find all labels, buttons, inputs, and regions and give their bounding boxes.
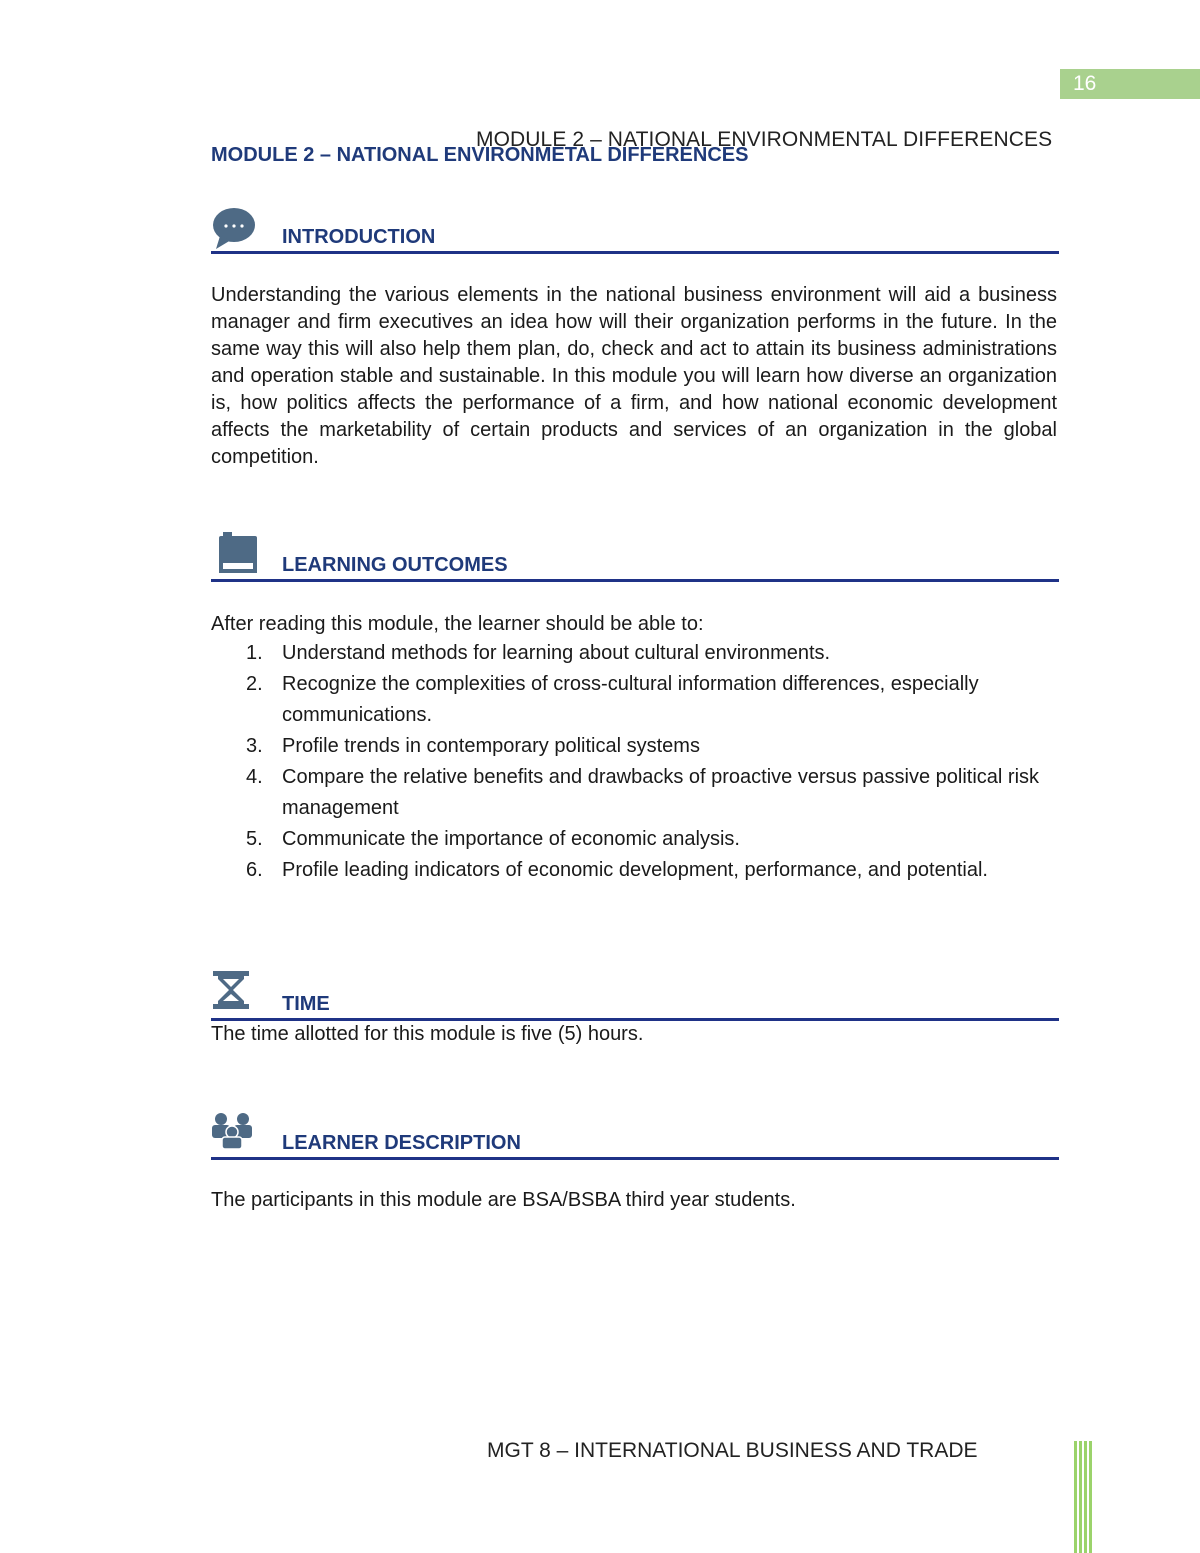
- speech-bubble-icon: [211, 206, 257, 255]
- outcome-item: [211, 855, 1059, 886]
- learning-outcomes-title: LEARNING OUTCOMES: [282, 554, 508, 576]
- outcome-item: [211, 731, 1059, 762]
- learner-description-title: LEARNER DESCRIPTION: [282, 1132, 521, 1154]
- outcome-number: 1.: [246, 642, 263, 664]
- learner-description-text: The participants in this module are BSA/BSBA third year students.: [211, 1189, 796, 1211]
- outcome-text: Profile trends in contemporary political systems: [282, 735, 700, 757]
- outcome-text: Recognize the complexities of cross-cultural information differences, especially communications.: [282, 673, 979, 726]
- outcome-item: [211, 638, 1059, 669]
- outcome-text: Profile leading indicators of economic development, performance, and potential.: [282, 859, 988, 881]
- time-title: TIME: [282, 993, 330, 1015]
- outcome-number: 5.: [246, 828, 263, 850]
- learning-outcomes-body: [211, 611, 1059, 886]
- learning-outcomes-heading: [211, 532, 1059, 582]
- learning-outcomes-list: [211, 638, 1059, 886]
- introduction-heading: [211, 205, 1059, 254]
- page-number: 16: [1060, 69, 1200, 99]
- book-icon: [215, 532, 261, 579]
- outcome-item: [211, 669, 1059, 731]
- footer-decorative-bars: [1074, 1441, 1094, 1553]
- people-icon: [209, 1112, 257, 1155]
- outcome-text: Communicate the importance of economic analysis.: [282, 828, 740, 850]
- outcome-text: Compare the relative benefits and drawbacks of proactive versus passive political risk management: [282, 766, 1040, 819]
- outcome-item: [211, 762, 1059, 824]
- time-heading: [211, 970, 1059, 1021]
- outcome-text: Understand methods for learning about cultural environments.: [282, 642, 831, 664]
- running-header: MODULE 2 – NATIONAL ENVIRONMENTAL DIFFERENCES: [476, 128, 1053, 151]
- footer-course-title: MGT 8 – INTERNATIONAL BUSINESS AND TRADE: [487, 1439, 978, 1462]
- time-text: The time allotted for this module is five (5) hours.: [211, 1023, 644, 1045]
- outcome-number: 6.: [246, 859, 263, 881]
- outcome-number: 4.: [246, 766, 263, 788]
- outcome-number: 2.: [246, 673, 263, 695]
- learner-description-heading: [211, 1112, 1059, 1160]
- module-title: MODULE 2 – NATIONAL ENVIRONMETAL DIFFERENCES: [211, 144, 749, 166]
- introduction-text: Understanding the various elements in the national business environment will aid a business manager and firm executives an idea how will their organization performs in the future. In the same way this will also help them plan, do, check and act to attain its business administrations and operation stable and sustainable. In this module you will learn how diverse an organization is, how politics affects the performance of a firm, and how national economic development affects the marketability of certain products and services of an organization in the global competition.: [211, 284, 1057, 468]
- hourglass-icon: [211, 970, 251, 1015]
- learning-outcomes-lead: After reading this module, the learner should be able to:: [211, 613, 704, 635]
- outcome-item: [211, 824, 1059, 855]
- introduction-title: INTRODUCTION: [282, 226, 436, 248]
- outcome-number: 3.: [246, 735, 263, 757]
